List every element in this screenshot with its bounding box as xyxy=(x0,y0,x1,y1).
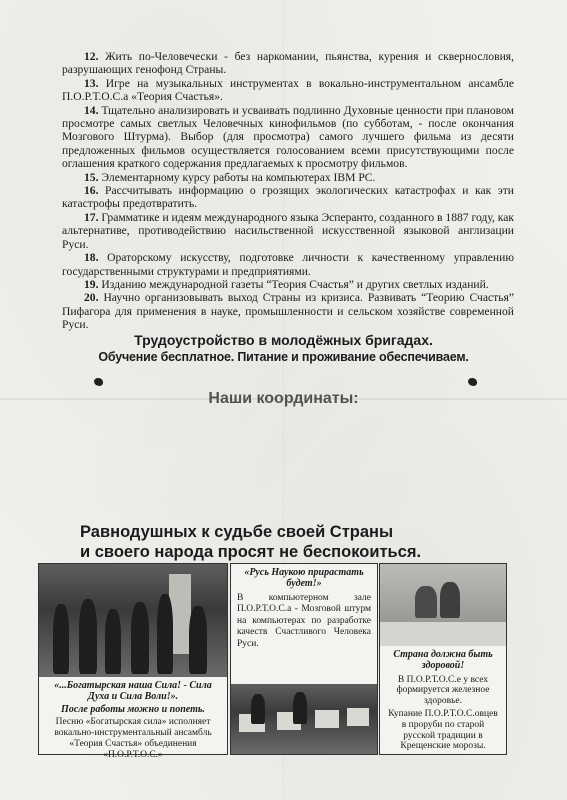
computer-photo xyxy=(231,684,377,754)
band-photo-box xyxy=(38,563,228,760)
band-caption: «...Богатырская наша Сила! - Сила Духа и Сила Воли!». xyxy=(54,680,212,702)
list-item: 12. Жить по-Человечески - без наркомании, пьянства, курения и сквернословия, разрушающих генофонд Страны. xyxy=(62,50,514,77)
indifferent-line-2: и своего народа просят не беспокоиться. xyxy=(80,543,422,561)
list-item: 16. Рассчитывать информацию о грозящих экологических катастрофах и как эти катастрофы предотвратить. xyxy=(62,184,514,211)
ink-blot-right xyxy=(468,378,477,386)
list-item: 20. Научно организовывать выход Страны из кризиса. Развивать “Теорию Счастья” Пифагора для применения в науке, промышленности и сельском хозяйстве современной Руси. xyxy=(62,291,514,332)
health-text-1: В П.О.Р.Т.О.С.е у всех формируется железное здоровье. xyxy=(396,674,490,707)
numbered-list xyxy=(62,50,514,332)
health-text-2: Купание П.О.Р.Т.О.С.овцев в проруби по старой русской традиции в Крещенские морозы. xyxy=(388,708,498,752)
list-item: 18. Ораторскому искусству, подготовке личности к качественному управлению государственными структурами и предприятиями. xyxy=(62,251,514,278)
health-box xyxy=(379,563,507,755)
coordinates-heading: Наши координаты: xyxy=(208,390,359,407)
band-text: Песню «Богатырская сила» исполняет вокально-инструментальный ансамбль «Теория Счастья» объединения «П.О.Р.Т.О.С.» xyxy=(54,717,212,760)
band-subcaption: После работы можно и попеть. xyxy=(61,703,205,715)
computer-caption: «Русь Наукою прирастать будет!» xyxy=(244,567,364,589)
list-item: 13. Игре на музыкальных инструментах в вокально-инструментальном ансамбле П.О.Р.Т.О.С.а «Теория Счастья». xyxy=(62,76,515,104)
ice-swim-photo xyxy=(380,564,506,646)
list-item: 17. Грамматике и идеям международного языка Эсперанто, созданного в 1887 году, как альтернативе, противодействию насильственной искусственной языковой англизации Руси. xyxy=(62,210,515,251)
list-item: 14. Тщательно анализировать и усваивать подлинно Духовные ценности при плановом просмотре самых светлых Человечных кинофильмов (по субботам, - после окончания Мозгового Штурма). Выбор (для просмотра) самого лучшего фильма из десяти предложенных фильмов осуществляется голосованием всеми присутствующими после оглашения краткого содержания предлагаемых к просмотру фильмов. xyxy=(62,103,514,171)
brigades-heading: Трудоустройство в молодёжных бригадах. xyxy=(134,332,433,348)
brigades-subheading: Обучение бесплатное. Питание и проживание обеспечиваем. xyxy=(98,350,469,364)
computer-room-box xyxy=(230,563,378,755)
health-caption: Страна должна быть здоровой! xyxy=(393,649,493,671)
list-item: 15. Элементарному курсу работы на компьютерах IBM PC. xyxy=(84,170,376,184)
ink-blot-left xyxy=(94,378,103,386)
indifferent-notice xyxy=(80,522,500,562)
list-item: 19. Изданию международной газеты “Теория Счастья” и других светлых изданий. xyxy=(84,277,489,291)
computer-text: В компьютерном зале П.О.Р.Т.О.С.а - Мозговой штурм на компьютерах по разработке качеств Счастливого Человека Руси. xyxy=(237,592,371,649)
indifferent-line-1: Равнодушных к судьбе своей Страны xyxy=(80,523,394,541)
band-photo xyxy=(39,564,227,677)
